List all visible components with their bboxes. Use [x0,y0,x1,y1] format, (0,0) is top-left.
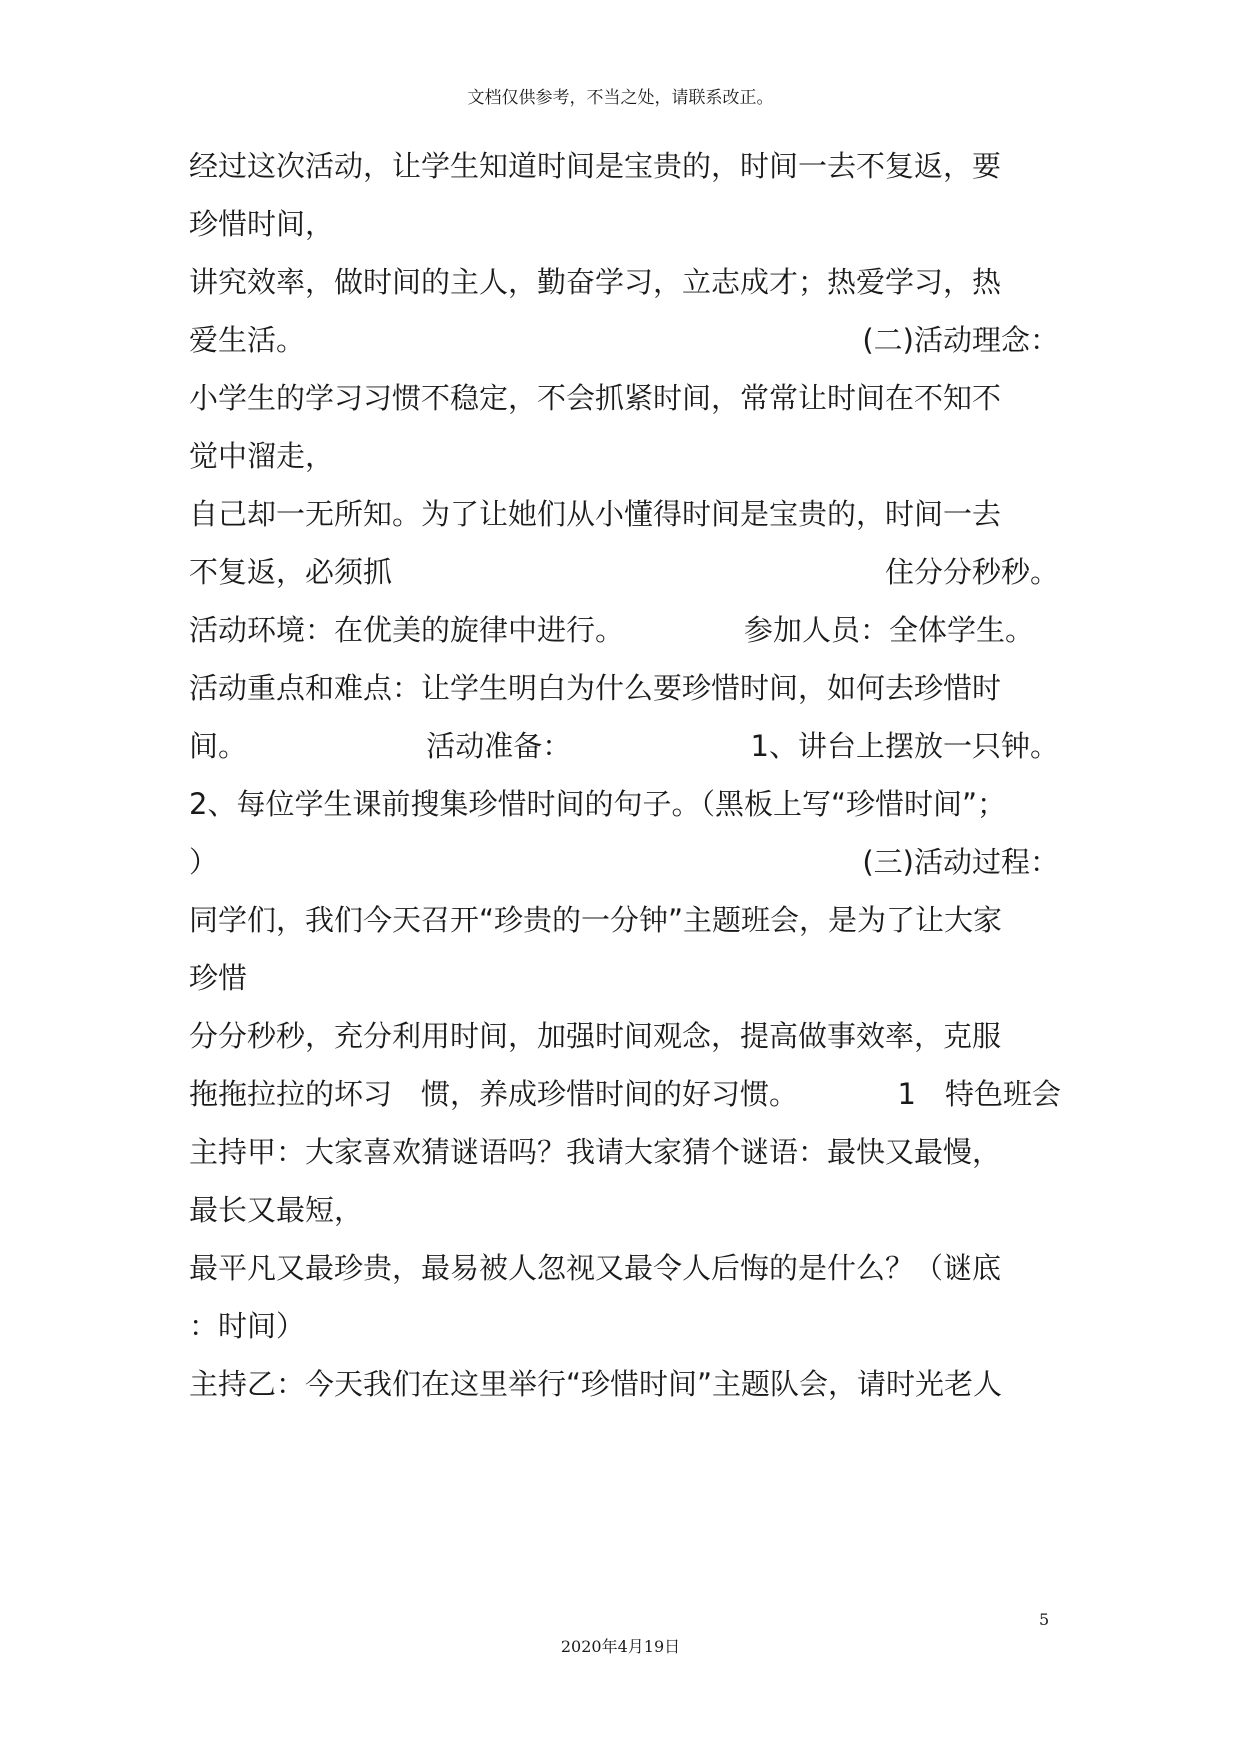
body-line-16 [189,1016,1059,1056]
line-text: 爱生活。 [189,323,306,357]
line-text: 最长又最短， [189,1193,364,1227]
line-text-right: 1、讲台上摆放一只钟。 [750,729,1059,763]
line-text: 经过这次活动，让学生知道时间是宝贵的，时间一去不复返，要 [189,149,1002,183]
line-text: 主持甲：大家喜欢猜谜语吗？我请大家猜个谜语：最快又最慢， [189,1135,1002,1169]
line-text: 拖拖拉拉的坏习 惯，养成珍惜时间的好习惯。 [189,1077,799,1111]
line-text: 觉中溜走， [189,439,335,473]
line-text: 分分秒秒，充分利用时间，加强时间观念，提高做事效率，克服 [189,1019,1002,1053]
body-line-11 [189,726,1059,766]
line-text: 同学们，我们今天召开“珍贵的一分钟”主题班会，是为了让大家 [189,903,1003,937]
body-line-1 [189,146,1059,186]
line-text: 活动重点和难点：让学生明白为什么要珍惜时间，如何去珍惜时 [189,671,1002,705]
body-line-3 [189,262,1059,302]
line-text: ） [189,845,219,879]
line-text: 珍惜时间， [189,207,335,241]
line-text: 2、每位学生课前搜集珍惜时间的句子。（黑板上写“珍惜时间”； [189,787,1006,821]
body-line-22 [189,1364,1059,1404]
body-line-4 [189,320,1059,360]
body-line-21 [189,1306,1059,1346]
section-heading: (二)活动理念： [862,323,1059,357]
body-line-18 [189,1132,1059,1172]
line-text: ：时间） [189,1309,306,1343]
line-text: 自己却一无所知。为了让她们从小懂得时间是宝贵的，时间一去 [189,497,1002,531]
line-text: 珍惜 [189,961,248,995]
body-line-12 [189,784,1059,824]
line-text-middle: 活动准备： [426,729,572,763]
body-line-6 [189,436,1059,476]
line-text: 间。 [189,729,248,763]
body-line-9 [189,610,1059,650]
header-note: 文档仅供参考，不当之处，请联系改正。 [467,88,774,108]
section-heading: (三)活动过程： [862,845,1059,879]
body-line-20 [189,1248,1059,1288]
line-text-right: 住分分秒秒。 [884,555,1059,589]
body-line-14 [189,900,1059,940]
body-line-13 [189,842,1059,882]
page-number: 5 [1039,1610,1050,1629]
line-text: 最平凡又最珍贵，最易被人忽视又最令人后悔的是什么？（谜底 [189,1251,1002,1285]
line-text: 小学生的学习习惯不稳定，不会抓紧时间，常常让时间在不知不 [189,381,1002,415]
body-line-7 [189,494,1059,534]
body-line-10 [189,668,1059,708]
line-text: 活动环境：在优美的旋律中进行。 [189,613,625,647]
body-line-2 [189,204,1059,244]
footer-date: 2020年4月19日 [560,1637,681,1656]
body-line-15 [189,958,1059,998]
line-text: 讲究效率，做时间的主人，勤奋学习，立志成才；热爱学习，热 [189,265,1002,299]
line-text-right: 参加人员：全体学生。 [744,613,1035,647]
line-text-right: 1 特色班会 [897,1077,1061,1111]
body-line-8 [189,552,1059,592]
line-text: 不复返，必须抓 [189,555,393,589]
body-line-17 [189,1074,1061,1114]
body-line-5 [189,378,1059,418]
line-text: 主持乙：今天我们在这里举行“珍惜时间”主题队会，请时光老人 [189,1367,1003,1401]
body-line-19 [189,1190,1059,1230]
